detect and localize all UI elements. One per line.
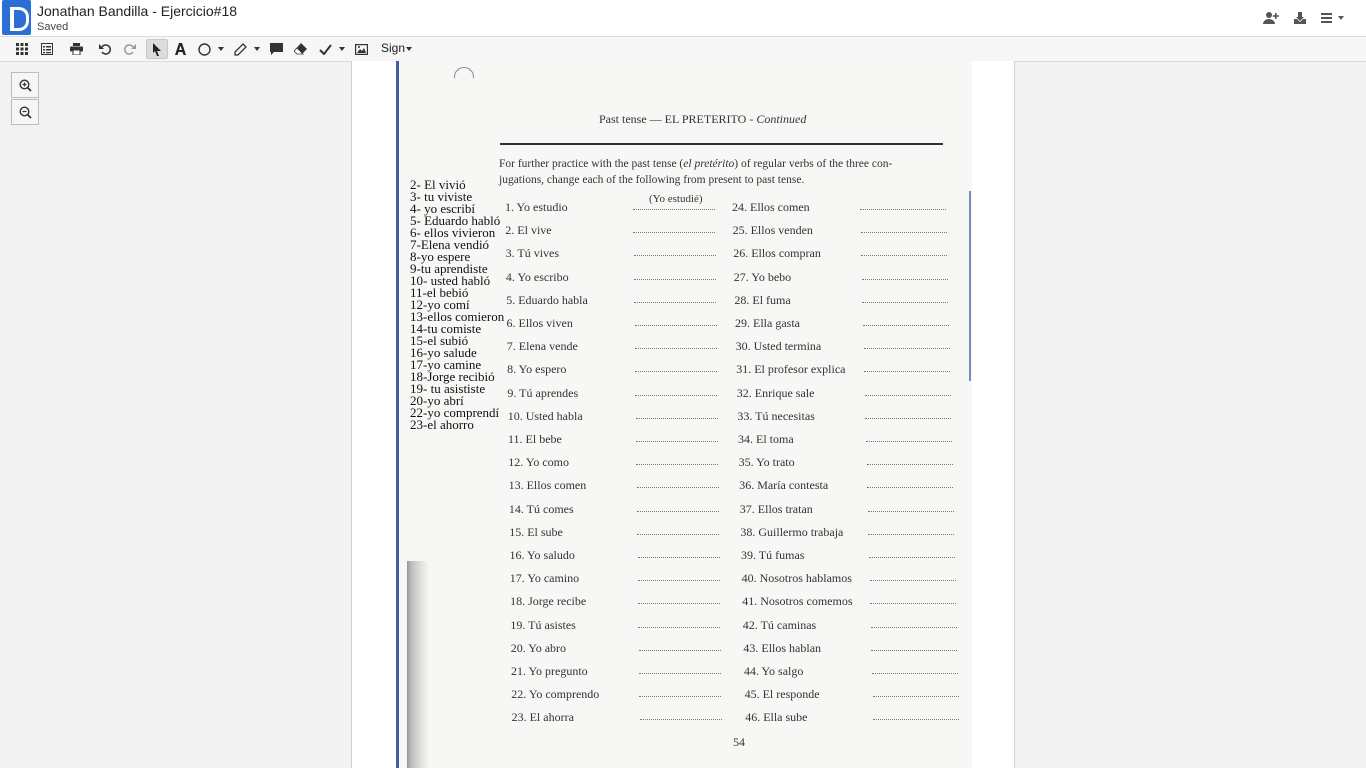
worksheet-instructions — [499, 156, 949, 188]
answer-line — [873, 719, 959, 720]
answer-line — [871, 650, 957, 651]
answer-line — [639, 673, 721, 674]
exercise-item: 21. Yo pregunto — [511, 664, 588, 678]
answer-line — [870, 580, 956, 581]
typed-answer[interactable]: 18-Jorge recibió — [410, 369, 495, 384]
answer-line — [867, 487, 953, 488]
answer-line — [637, 534, 719, 535]
exercise-item: 17. Yo camino — [509, 571, 580, 586]
app-logo[interactable] — [2, 0, 31, 35]
title-rule — [500, 143, 943, 145]
exercise-item: 44. Yo salgo — [744, 664, 804, 678]
exercise-item: 42. Tú caminas — [742, 617, 817, 632]
answer-line — [866, 441, 952, 442]
print-icon[interactable] — [65, 39, 87, 59]
text-icon[interactable] — [169, 39, 191, 59]
sign-menu[interactable]: Sign — [381, 41, 406, 55]
typed-answer[interactable]: 6- ellos vivieron — [410, 225, 496, 240]
typed-answer[interactable]: 15-el subió — [410, 333, 469, 348]
shape-dropdown-caret[interactable] — [218, 47, 224, 51]
exercise-item: 2. El vive — [505, 223, 552, 238]
answer-line — [865, 395, 951, 396]
typed-answer[interactable]: 20-yo abrí — [410, 393, 464, 408]
exercise-item: 35. Yo trato — [738, 455, 795, 470]
intro-1b: el pretérito — [683, 158, 735, 170]
grid-icon[interactable] — [11, 39, 33, 59]
answer-line — [635, 325, 717, 326]
answer-line — [639, 650, 721, 651]
exercise-item: 41. Nosotros comemos — [742, 594, 853, 609]
answer-line — [868, 511, 954, 512]
exercise-item: 1. Yo estudio — [505, 200, 568, 214]
answer-line — [637, 487, 719, 488]
typed-answer[interactable]: 23-el ahorro — [410, 417, 474, 432]
exercise-item: 45. El responde — [744, 687, 820, 702]
undo-icon[interactable] — [94, 39, 116, 59]
answer-line — [636, 464, 718, 465]
exercise-item: 24. Ellos comen — [732, 200, 810, 214]
exercise-item: 32. Enrique sale — [736, 385, 815, 400]
answer-line — [634, 279, 716, 280]
answer-line — [633, 209, 715, 210]
exercise-item: 19. Tú asistes — [510, 617, 576, 632]
answer-line — [862, 279, 948, 280]
app-header — [0, 0, 1366, 37]
exercise-item: 25. Ellos venden — [732, 223, 813, 238]
exercise-item: 22. Yo comprendo — [511, 687, 600, 702]
page-number: 54 — [733, 735, 745, 749]
image-icon[interactable] — [350, 39, 372, 59]
answer-line — [870, 603, 956, 604]
typed-answer[interactable]: 14-tu comiste — [410, 321, 482, 336]
answer-line — [864, 348, 950, 349]
exercise-item: 6. Ellos viven — [506, 316, 573, 330]
exercise-item: 13. Ellos comen — [508, 478, 587, 493]
answer-line — [636, 441, 718, 442]
exercise-item: 5. Eduardo habla — [506, 292, 588, 307]
exercise-item: 46. Ella sube — [745, 710, 808, 725]
typed-answer[interactable]: 9-tu aprendiste — [410, 261, 488, 276]
scan-shadow — [407, 561, 429, 768]
answer-line — [864, 371, 950, 372]
typed-answer[interactable]: 3- tu viviste — [410, 189, 473, 204]
typed-answer[interactable]: 5- Eduardo habló — [410, 213, 501, 228]
answer-line — [861, 255, 947, 256]
pen-dropdown-caret[interactable] — [254, 47, 260, 51]
document-title[interactable]: Jonathan Bandilla - Ejercicio#18 — [37, 3, 238, 19]
answer-line — [634, 255, 716, 256]
add-user-icon[interactable] — [1262, 9, 1280, 27]
exercise-item: 27. Yo bebo — [733, 269, 792, 284]
typed-answer[interactable]: 12-yo comí — [410, 297, 470, 312]
answer-line — [869, 557, 955, 558]
exercise-item: 37. Ellos tratan — [739, 501, 813, 516]
comment-icon[interactable] — [265, 39, 287, 59]
typed-answer[interactable]: 19- tu asististe — [410, 381, 486, 396]
sign-dropdown-caret[interactable] — [406, 47, 412, 51]
intro-1a: For further practice with the past tense ( — [499, 158, 684, 170]
answer-line — [868, 534, 954, 535]
exercise-item: 14. Tú comes — [508, 501, 574, 516]
answer-line — [640, 719, 722, 720]
exercise-item: 12. Yo como — [508, 455, 569, 470]
zoom-in-button[interactable] — [11, 72, 39, 98]
exercise-item: 29. Ella gasta — [735, 316, 800, 330]
answer-line — [873, 696, 959, 697]
document-page[interactable] — [351, 61, 1015, 768]
exercise-item: 4. Yo escribo — [505, 269, 569, 284]
answer-line — [862, 302, 948, 303]
menu-icon[interactable] — [1321, 9, 1345, 27]
typed-answer[interactable]: 2- El vivió — [410, 177, 466, 192]
exercise-item: 10. Usted habla — [507, 408, 583, 423]
answer-line — [638, 627, 720, 628]
circle-icon[interactable] — [193, 39, 215, 59]
answer-line — [637, 511, 719, 512]
zoom-out-icon — [19, 106, 32, 119]
exercise-item: 34. El toma — [738, 432, 794, 446]
exercise-item: 38. Guillermo trabaja — [740, 524, 844, 539]
answer-line — [638, 557, 720, 558]
exercise-item: 26. Ellos compran — [733, 246, 821, 261]
worksheet-title — [599, 112, 806, 127]
pen-icon[interactable] — [229, 39, 251, 59]
exercise-item: 9. Tú aprendes — [507, 385, 579, 400]
answer-line — [872, 673, 958, 674]
exercise-item: 7. Elena vende — [506, 339, 578, 354]
exercise-item: 31. El profesor explica — [736, 362, 846, 377]
answer-line — [865, 418, 951, 419]
typed-answer[interactable]: 17-yo camine — [410, 357, 482, 372]
cursor-icon[interactable] — [146, 39, 168, 59]
scan-edge-right — [969, 191, 971, 381]
redo-icon[interactable] — [119, 39, 141, 59]
typed-answer[interactable]: 13-ellos comieron — [410, 309, 505, 324]
answer-line — [863, 325, 949, 326]
typed-answers[interactable] — [410, 179, 504, 431]
exercise-item: 3. Tú vives — [505, 246, 560, 261]
example-answer: (Yo estudié) — [649, 193, 703, 205]
worksheet-title-text: Past tense — EL PRETERITO - — [599, 112, 754, 126]
scan-edge — [396, 61, 399, 768]
zoom-out-button[interactable] — [11, 99, 39, 125]
list-icon[interactable] — [36, 39, 58, 59]
toolbar — [0, 37, 1366, 62]
exercise-item: 18. Jorge recibe — [510, 594, 587, 609]
exercise-item: 43. Ellos hablan — [743, 640, 822, 655]
worksheet-title-continued: Continued — [756, 112, 807, 126]
exercise-item: 8. Yo espero — [507, 362, 567, 377]
typed-answer[interactable]: 7-Elena vendió — [410, 237, 490, 252]
typed-answer[interactable]: 11-el bebió — [410, 285, 469, 300]
exercise-item: 28. El fuma — [734, 292, 791, 307]
answer-line — [634, 302, 716, 303]
exercise-item: 30. Usted termina — [735, 339, 822, 354]
typed-answer[interactable]: 8-yo espere — [410, 249, 471, 264]
typed-answer[interactable]: 22-yo comprendí — [410, 405, 500, 420]
exercise-item: 40. Nosotros hablamos — [741, 571, 852, 586]
answer-line — [633, 232, 715, 233]
answer-line — [861, 232, 947, 233]
typed-answer[interactable]: 4- yo escribí — [410, 201, 475, 216]
exercise-item: 23. El ahorra — [511, 710, 574, 725]
logo-icon — [10, 7, 29, 31]
save-status: Saved — [37, 21, 69, 33]
typed-answer[interactable]: 16-yo salude — [410, 345, 477, 360]
answer-line — [638, 603, 720, 604]
answer-line — [639, 696, 721, 697]
exercise-item: 15. El sube — [509, 524, 563, 539]
answer-line — [636, 418, 718, 419]
exercise-item: 16. Yo saludo — [509, 548, 575, 562]
check-icon[interactable] — [314, 39, 336, 59]
exercise-item: 36. María contesta — [739, 478, 829, 493]
answer-line — [860, 209, 946, 210]
zoom-in-icon — [19, 79, 32, 92]
intro-1c: ) of regular verbs of the three con- — [734, 158, 893, 170]
answer-line — [871, 627, 957, 628]
eraser-icon[interactable] — [289, 39, 311, 59]
answer-line — [867, 464, 953, 465]
answer-line — [638, 580, 720, 581]
typed-answer[interactable]: 10- usted habló — [410, 273, 491, 288]
download-icon[interactable] — [1291, 9, 1309, 27]
exercise-item: 33. Tú necesitas — [737, 408, 815, 423]
exercise-item: 11. El bebe — [508, 432, 562, 446]
exercise-item: 39. Tú fumas — [741, 548, 805, 562]
answer-line — [635, 348, 717, 349]
exercise-item: 20. Yo abro — [510, 640, 567, 655]
check-dropdown-caret[interactable] — [339, 47, 345, 51]
answer-line — [635, 395, 717, 396]
answer-line — [635, 371, 717, 372]
intro-2: jugations, change each of the following from present to past tense. — [499, 174, 805, 186]
